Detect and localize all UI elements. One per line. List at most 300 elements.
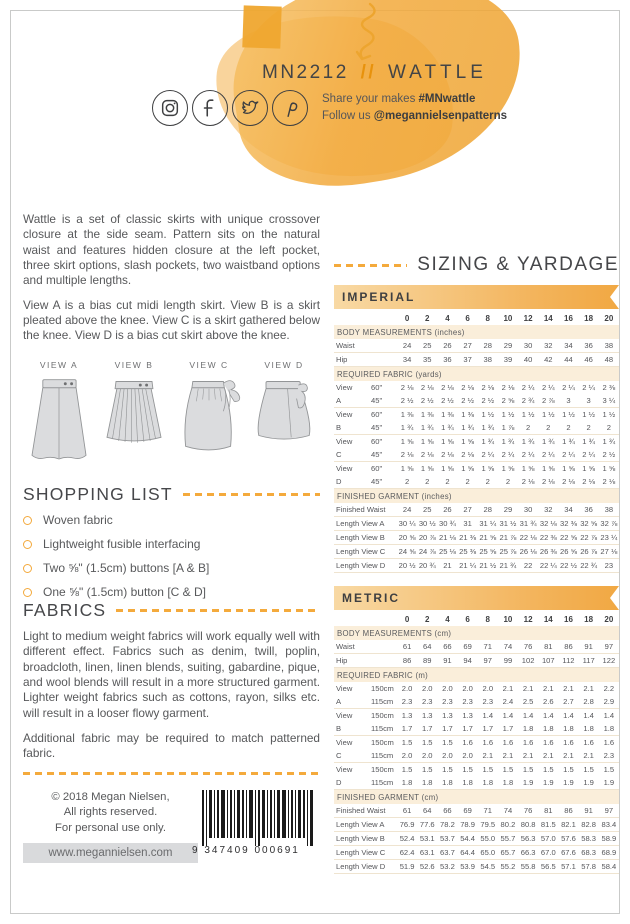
cell-value: 64 (417, 804, 437, 818)
imperial-banner-label: IMPERIAL (342, 290, 416, 304)
cell-value: 2 ⅛ (599, 475, 619, 489)
cell-value: 2 ½ (397, 394, 417, 408)
barcode-bars (194, 790, 318, 850)
cell-value: 58.9 (599, 832, 619, 846)
cell-value: 1.8 (478, 776, 498, 790)
cell-value: 67.6 (558, 846, 578, 860)
cell-value: 2 (397, 475, 417, 489)
cell-value: 1 ⅝ (441, 464, 454, 473)
cell-value: 21 ½ (478, 559, 498, 573)
fabric-width-label: 60" (371, 383, 383, 392)
row-label: Length View B (334, 832, 397, 846)
view-d-label: VIEW D (264, 360, 304, 370)
description (23, 212, 320, 353)
table-row (334, 860, 619, 874)
cell-value: 1.7 (478, 722, 498, 736)
cell-value: 2 ⅛ (461, 383, 474, 392)
cell-value: 25 ⅝ (478, 545, 498, 559)
share-hashtag: #MNwattle (418, 93, 476, 106)
fabric-width-label: 115cm (371, 749, 397, 763)
circle-bullet-icon (23, 564, 32, 573)
cell-value: 1 ¾ (437, 421, 457, 435)
cell-value: 2 (437, 475, 457, 489)
cell-value: 26 ⅝ (558, 545, 578, 559)
table-row (334, 682, 619, 695)
cell-value: 1 ⅜ (461, 410, 474, 419)
table-row (334, 353, 619, 367)
cell-value: 2.3 (458, 695, 478, 709)
cell-value: 2 ⅛ (501, 383, 515, 392)
cell-value: 1 ½ (521, 410, 535, 419)
cell-value: 3 (579, 394, 599, 408)
barcode (192, 790, 320, 856)
cell-value: 1.6 (462, 738, 473, 747)
table-row (334, 846, 619, 860)
cell-value: 1.9 (558, 776, 578, 790)
size-col-header: 16 (564, 615, 573, 624)
size-col-header: 6 (465, 615, 470, 624)
twitter-icon (232, 90, 268, 126)
cell-value: 32 (538, 503, 558, 517)
description-paragraph-2: View A is a bias cut midi length skirt. View B is a skirt pleated above the knee. View C is a skirt gathered below the knee. View D is a bias cut skirt above the knee. (23, 297, 320, 343)
size-col-header: 12 (523, 314, 533, 323)
table-row (334, 818, 619, 832)
cell-value: 1.5 (583, 765, 594, 774)
cell-value: 54.5 (478, 860, 498, 874)
cell-value: 2 ½ (478, 394, 498, 408)
cell-value: 1.4 (583, 711, 594, 720)
cell-value: 1.5 (522, 765, 534, 774)
row-label: Length View A (334, 517, 397, 531)
cell-value: 2 ⅛ (400, 383, 414, 392)
cell-value: 1.6 (603, 738, 615, 747)
cell-value: 27 (458, 339, 478, 353)
cell-value: 2 ¼ (518, 448, 538, 462)
cell-value: 2.1 (538, 749, 558, 763)
cell-value: 63.7 (437, 846, 457, 860)
row-label: Length View D (334, 860, 397, 874)
row-label: View (336, 765, 353, 774)
cell-value: 34 (558, 339, 578, 353)
cell-value: 76 (518, 640, 538, 654)
table-row (334, 462, 619, 476)
cell-value: 89 (417, 654, 437, 668)
cell-value: 56.3 (518, 832, 538, 846)
table-row (334, 832, 619, 846)
cell-value: 80.8 (518, 818, 538, 832)
shopping-item-label: Woven fabric (43, 513, 113, 527)
cell-value: 2.0 (421, 684, 433, 693)
cell-value: 61 (397, 640, 417, 654)
cell-value: 1.5 (401, 765, 413, 774)
cell-value: 36 (579, 339, 599, 353)
fabric-width-label: 115cm (371, 776, 397, 790)
cell-value: 64.4 (458, 846, 478, 860)
row-label: Length View D (334, 559, 397, 573)
cell-value: 2.3 (437, 695, 457, 709)
cell-value: 112 (558, 654, 578, 668)
row-label: View (336, 437, 353, 446)
view-c-skirt-illustration (173, 372, 245, 472)
cell-value: 32 ⅞ (599, 517, 619, 531)
cell-value: 65.0 (478, 846, 498, 860)
barcode-digits: 9 347409 000691 (192, 845, 300, 856)
cell-value: 3 (558, 394, 578, 408)
metric-table-container (334, 612, 619, 874)
cell-value: 82.8 (579, 818, 599, 832)
cell-value: 83.4 (599, 818, 619, 832)
fabrics-section (23, 600, 320, 772)
cell-value: 24 ⅝ (397, 545, 417, 559)
cell-value: 1 ⅜ (441, 410, 454, 419)
section-header: FINISHED GARMENT (inches) (334, 489, 619, 504)
size-col-header: 20 (604, 314, 614, 323)
cell-value: 26 (437, 339, 457, 353)
cell-value: 38 (599, 503, 619, 517)
row-label: Hip (334, 654, 397, 668)
row-label: C (334, 749, 371, 763)
fabric-width-label: 150cm (371, 738, 394, 747)
cell-value: 1.8 (417, 776, 437, 790)
cell-value: 1 ⅜ (400, 410, 414, 419)
cell-value: 26 ⅜ (538, 545, 558, 559)
facebook-icon (192, 90, 228, 126)
cell-value: 52.6 (417, 860, 437, 874)
cell-value: 2 ¼ (582, 383, 595, 392)
cell-value: 27 ⅛ (599, 545, 619, 559)
cell-value: 53.9 (458, 860, 478, 874)
size-col-header: 12 (523, 615, 533, 624)
cell-value: 21 ¼ (458, 559, 478, 573)
cell-value: 69 (458, 640, 478, 654)
cell-value: 57.0 (538, 832, 558, 846)
dashed-rule (116, 609, 320, 612)
cell-value: 68.9 (599, 846, 619, 860)
cell-value: 1.5 (462, 765, 473, 774)
cell-value: 1.7 (397, 722, 417, 736)
cell-value: 1.3 (462, 711, 473, 720)
cell-value: 1 ¾ (478, 421, 498, 435)
cell-value: 51.9 (397, 860, 417, 874)
cell-value: 2 ⅛ (441, 383, 454, 392)
row-label: Length View C (334, 545, 397, 559)
cell-value: 25 (417, 503, 437, 517)
cell-value: 2.0 (442, 684, 453, 693)
cell-value: 30 ½ (417, 517, 437, 531)
cell-value: 2 ⅝ (498, 394, 518, 408)
table-row (334, 736, 619, 750)
cell-value: 1 ⅝ (441, 437, 454, 446)
row-label: A (334, 695, 371, 709)
cell-value: 2.0 (462, 684, 473, 693)
cell-value: 1 ½ (602, 410, 616, 419)
cell-value: 1.8 (558, 722, 578, 736)
table-row (334, 559, 619, 573)
cell-value: 1 ½ (562, 410, 575, 419)
view-a-label: VIEW A (39, 360, 79, 370)
cell-value: 1 ½ (501, 410, 515, 419)
cell-value: 1 ⅝ (400, 437, 414, 446)
view-c-figure (173, 360, 245, 477)
shopping-item-label: Lightweight fusible interfacing (43, 537, 201, 551)
section-header: FINISHED GARMENT (cm) (334, 790, 619, 805)
cell-value: 1.5 (421, 765, 433, 774)
size-col-header: 8 (485, 314, 490, 323)
cell-value: 2 ⅛ (558, 475, 578, 489)
cell-value: 35 (417, 353, 437, 367)
table-row (334, 531, 619, 545)
size-col-header: 4 (445, 615, 450, 624)
row-label: D (334, 475, 371, 489)
table-row (334, 394, 619, 408)
cell-value: 1 ⅝ (420, 437, 434, 446)
cell-value: 97 (599, 640, 619, 654)
cell-value: 2 ⅛ (417, 448, 437, 462)
cell-value: 2.7 (558, 695, 578, 709)
cell-value: 56.5 (538, 860, 558, 874)
cell-value: 1 ¾ (501, 437, 515, 446)
cell-value: 2 ½ (458, 394, 478, 408)
table-row (334, 763, 619, 777)
cell-value: 2.0 (437, 749, 457, 763)
cell-value: 38 (478, 353, 498, 367)
cell-value: 68.3 (579, 846, 599, 860)
view-b-skirt-illustration (98, 372, 170, 472)
row-label: Hip (334, 353, 397, 367)
cell-value: 107 (538, 654, 558, 668)
cell-value: 2.4 (498, 695, 518, 709)
row-label: View (336, 383, 353, 392)
cell-value: 53.7 (437, 832, 457, 846)
fabric-width-label: 150cm (371, 711, 394, 720)
cell-value: 57.6 (558, 832, 578, 846)
section-header: REQUIRED FABRIC (yards) (334, 367, 619, 382)
cell-value: 38 (599, 339, 619, 353)
cell-value: 1 ⅞ (498, 421, 518, 435)
fabric-width-label: 60" (371, 464, 383, 473)
list-item (23, 537, 320, 551)
cell-value: 2.8 (579, 695, 599, 709)
row-label: Waist (334, 339, 397, 353)
follow-prefix: Follow us (322, 110, 374, 122)
cell-value: 1.8 (437, 776, 457, 790)
cell-value: 29 (498, 503, 518, 517)
view-d-skirt-illustration (248, 372, 320, 472)
table-row (334, 654, 619, 668)
cell-value: 91 (579, 804, 599, 818)
fabric-width-label: 150cm (371, 684, 394, 693)
size-col-header: 2 (425, 615, 430, 624)
cell-value: 1 ⅝ (582, 464, 595, 473)
circle-bullet-icon (23, 516, 32, 525)
cell-value: 1.5 (502, 765, 514, 774)
cell-value: 2.1 (478, 749, 498, 763)
cell-value: 2 ⅛ (397, 448, 417, 462)
cell-value: 2.2 (603, 684, 615, 693)
cell-value: 39 (498, 353, 518, 367)
cell-value: 2 ⅛ (420, 383, 434, 392)
copyright-line: © 2018 Megan Nielsen, (51, 791, 170, 803)
cell-value: 1.9 (518, 776, 538, 790)
size-col-header: 14 (543, 314, 553, 323)
row-label: View (336, 684, 353, 693)
cell-value: 2 ⅛ (458, 448, 478, 462)
cell-value: 71 (478, 804, 498, 818)
cell-value: 1 ⅜ (420, 410, 434, 419)
cell-value: 30 (518, 339, 538, 353)
cell-value: 62.4 (397, 846, 417, 860)
cell-value: 22 ⅛ (518, 531, 538, 545)
table-row (334, 695, 619, 709)
cell-value: 57.8 (579, 860, 599, 874)
cell-value: 31 ¼ (478, 517, 498, 531)
table-row (334, 722, 619, 736)
cell-value: 2 ⅛ (579, 475, 599, 489)
row-label: Finished Waist (334, 804, 397, 818)
cell-value: 2.0 (397, 749, 417, 763)
cell-value: 1 ¾ (582, 437, 595, 446)
sizing-yardage-title: SIZING & YARDAGE (417, 254, 619, 275)
title-separator: // (360, 62, 377, 83)
cell-value: 36 (437, 353, 457, 367)
size-col-header: 14 (543, 615, 553, 624)
circle-bullet-icon (23, 588, 32, 597)
cell-value: 28 (478, 339, 498, 353)
fabric-width-label: 115cm (371, 722, 397, 736)
row-label: B (334, 421, 371, 435)
cell-value: 1 ¾ (417, 421, 437, 435)
size-col-header: 20 (604, 615, 614, 624)
cell-value: 1 ⅝ (481, 464, 495, 473)
cell-value: 1.5 (401, 738, 413, 747)
cell-value: 20 ⅞ (417, 531, 437, 545)
table-row (334, 749, 619, 763)
cell-value: 2.1 (502, 684, 514, 693)
copyright-line: All rights reserved. (63, 806, 158, 819)
cell-value: 82.1 (558, 818, 578, 832)
list-item (23, 585, 320, 599)
cell-value: 26 (437, 503, 457, 517)
cell-value: 26 ⅞ (579, 545, 599, 559)
cell-value: 1.5 (543, 765, 554, 774)
cell-value: 26 ⅛ (518, 545, 538, 559)
fabrics-paragraph-2: Additional fabric may be required to match patterned fabric. (23, 730, 320, 761)
cell-value: 2.1 (579, 749, 599, 763)
cell-value: 22 ⅝ (558, 531, 578, 545)
cell-value: 25 (417, 339, 437, 353)
cell-value: 1.5 (442, 738, 453, 747)
cell-value: 22 (518, 559, 538, 573)
cell-value: 31 ½ (498, 517, 518, 531)
cell-value: 23 (599, 559, 619, 573)
metric-banner-label: METRIC (342, 591, 400, 605)
cell-value: 102 (518, 654, 538, 668)
table-row (334, 640, 619, 654)
cell-value: 1.6 (482, 738, 494, 747)
cell-value: 81.5 (538, 818, 558, 832)
cell-value: 1.6 (543, 738, 554, 747)
cell-value: 1.6 (563, 738, 574, 747)
table-row (334, 804, 619, 818)
cell-value: 81 (538, 640, 558, 654)
cell-value: 1.5 (421, 738, 433, 747)
cell-value: 42 (538, 353, 558, 367)
cell-value: 2 (599, 421, 619, 435)
cell-value: 1.8 (599, 722, 619, 736)
fabrics-paragraph-1: Light to medium weight fabrics will work equally well with different effect. Fabrics such as denim, twill, poplin, broadcloth, linen, linen blends, suiting, gabardine, pique, and wool blends will result in a more structured garment. Lighter weight fabrics such as cottons, rayon, silks etc. will result in a looser flowy garment. (23, 629, 320, 720)
cell-value: 1 ½ (541, 410, 555, 419)
cell-value: 25 ⅜ (458, 545, 478, 559)
cell-value: 1.5 (482, 765, 494, 774)
copyright-text (23, 790, 198, 836)
cell-value: 1.4 (603, 711, 615, 720)
row-label: Waist (334, 640, 397, 654)
table-row (334, 517, 619, 531)
cell-value: 1 ¾ (458, 421, 478, 435)
cell-value: 30 ¼ (397, 517, 417, 531)
cell-value: 23 ¼ (599, 531, 619, 545)
cell-value: 1.8 (579, 722, 599, 736)
cell-value: 1.4 (482, 711, 494, 720)
list-item (23, 561, 320, 575)
row-label: View (336, 711, 353, 720)
view-d-figure (248, 360, 320, 477)
row-label: View (336, 410, 353, 419)
section-header-row (334, 626, 619, 640)
cell-value: 66 (437, 804, 457, 818)
cell-value: 3 ¼ (599, 394, 619, 408)
social-text (322, 91, 507, 124)
cell-value: 53.1 (417, 832, 437, 846)
row-label: View (336, 738, 353, 747)
dashed-rule (23, 772, 320, 775)
table-row (334, 545, 619, 559)
cell-value: 2 ¼ (538, 448, 558, 462)
metric-banner (334, 586, 619, 610)
cell-value: 2 (478, 475, 498, 489)
cell-value: 71 (478, 640, 498, 654)
pattern-name: WATTLE (387, 62, 487, 83)
row-label: A (334, 394, 371, 408)
cell-value: 2 ¼ (498, 448, 518, 462)
footer (23, 790, 320, 863)
circle-bullet-icon (23, 540, 32, 549)
cell-value: 1 ¾ (397, 421, 417, 435)
cell-value: 24 ⅞ (417, 545, 437, 559)
cell-value: 97 (478, 654, 498, 668)
cell-value: 94 (458, 654, 478, 668)
yardage-table (334, 311, 619, 573)
view-a-figure (23, 360, 95, 477)
cell-value: 1.7 (498, 722, 518, 736)
cell-value: 58.4 (599, 860, 619, 874)
imperial-banner (334, 285, 619, 309)
cell-value: 74 (498, 804, 518, 818)
cell-value: 2 ⅛ (538, 475, 558, 489)
cell-value: 1.3 (442, 711, 453, 720)
fabric-width-label: 60" (371, 437, 383, 446)
size-col-header: 18 (584, 314, 594, 323)
row-label: B (334, 722, 371, 736)
section-header: BODY MEASUREMENTS (cm) (334, 626, 619, 640)
cell-value: 1.4 (502, 711, 514, 720)
cell-value: 21 (437, 559, 457, 573)
row-label: Length View A (334, 818, 397, 832)
row-label: Finished Waist (334, 503, 397, 517)
cell-value: 1 ⅝ (562, 464, 575, 473)
section-header-row (334, 325, 619, 339)
cell-value: 1 ½ (481, 410, 495, 419)
